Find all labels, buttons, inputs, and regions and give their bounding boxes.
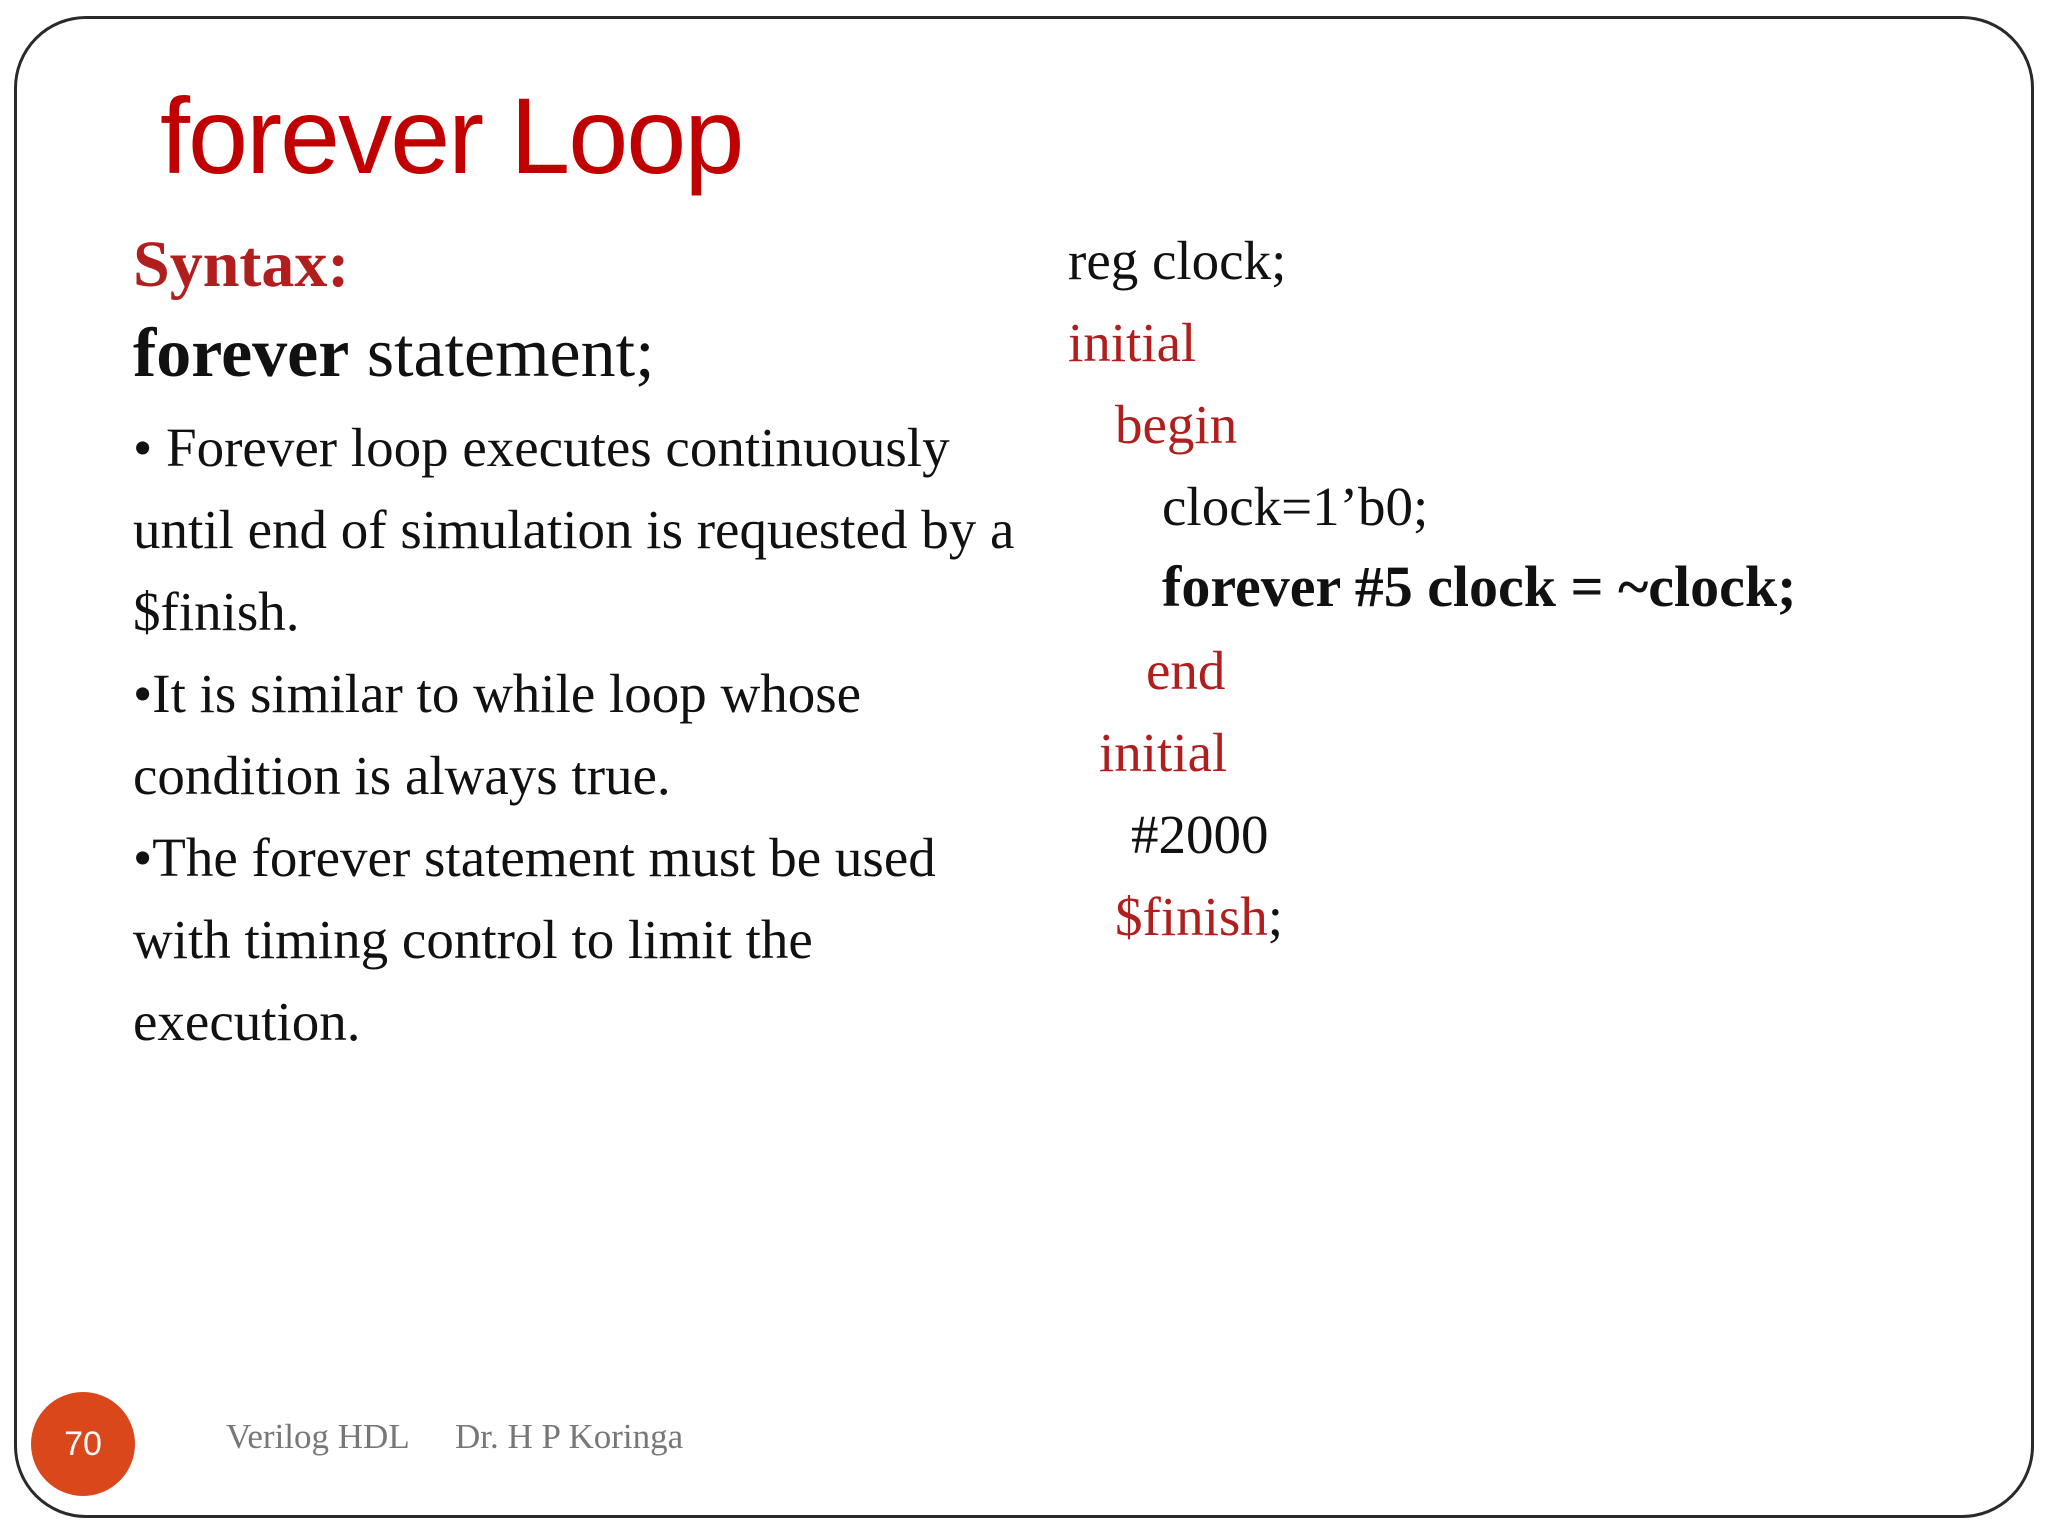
footer-author: Dr. H P Koringa bbox=[455, 1417, 684, 1456]
bullet-item: •It is similar to while loop whose condition is always true. bbox=[133, 663, 862, 806]
bullet-item: • Forever loop executes continuously until end of simulation is requested by a $finish. bbox=[133, 417, 1015, 642]
syntax-label: Syntax: bbox=[133, 228, 350, 301]
code-keyword: $finish bbox=[1115, 886, 1268, 947]
syntax-line bbox=[133, 305, 1033, 403]
bullet-item: •The forever statement must be used with timing control to limit the execution. bbox=[133, 827, 936, 1052]
footer-course: Verilog HDL bbox=[226, 1417, 410, 1456]
slide-title: forever Loop bbox=[160, 75, 743, 196]
syntax-rest: statement; bbox=[349, 315, 655, 392]
page-number-badge: 70 bbox=[31, 1392, 135, 1496]
bullet-list bbox=[133, 407, 1033, 1063]
code-line bbox=[1115, 886, 1284, 947]
code-line: clock=1’b0; bbox=[1162, 476, 1429, 537]
code-line: initial bbox=[1099, 722, 1228, 783]
code-line: #2000 bbox=[1131, 804, 1269, 865]
code-line: begin bbox=[1115, 394, 1238, 455]
code-line: forever #5 clock = ~clock; bbox=[1162, 554, 1797, 619]
code-line: end bbox=[1146, 640, 1226, 701]
syntax-keyword: forever bbox=[133, 315, 350, 392]
code-line: initial bbox=[1068, 312, 1197, 373]
code-line: reg clock; bbox=[1068, 230, 1287, 291]
code-punct: ; bbox=[1267, 886, 1284, 947]
description-column bbox=[133, 225, 1033, 1063]
